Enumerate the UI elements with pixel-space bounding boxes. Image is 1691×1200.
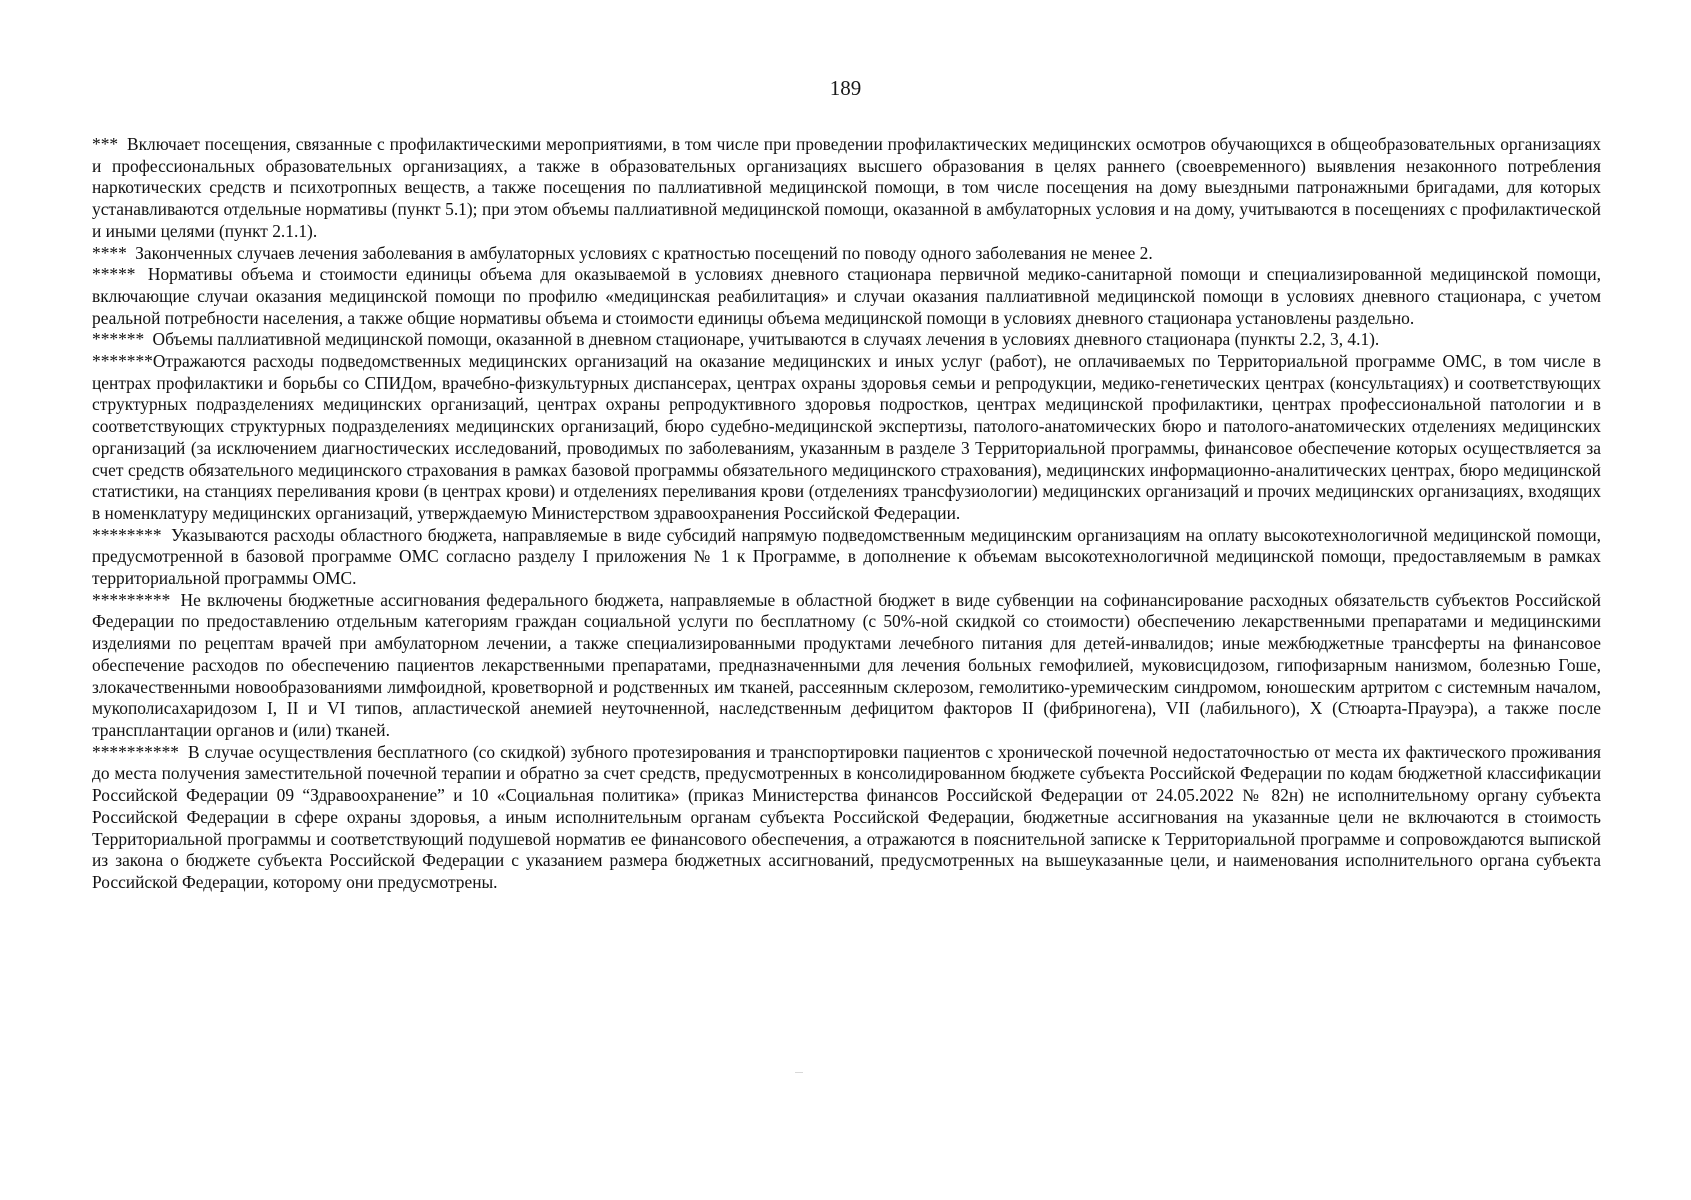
footnote-marker: ****** [92,329,145,350]
footnote-4 [92,243,1601,265]
footnote-9 [92,590,1601,742]
scan-artifact [795,1072,803,1073]
footnote-marker: ***** [92,264,136,285]
footnote-text: Законченных случаев лечения заболевания в амбулаторных условиях с кратностью посещений по поводу одного заболевания не менее 2. [135,242,1153,263]
footnote-text: Объемы паллиативной медицинской помощи, оказанной в дневном стационаре, учитываются в случаях лечения в условиях дневного стационара (пункты 2.2, 3, 4.1). [152,329,1380,350]
footnote-text: Включает посещения, связанные с профилактическими мероприятиями, в том числе при проведении профилактических медицинских осмотров обучающихся в общеобразовательных организациях и профессиональных образовательных организациях, а также в образовательных организациях высшего образования в целях раннего (своевременного) выявления незаконного потребления наркотических средств и психотропных веществ, а также посещения по паллиативной медицинской помощи, в том числе посещения на дому выездными патронажными бригадами, для которых устанавливаются отдельные нормативы (пункт 5.1); при этом объемы паллиативной медицинской помощи, оказанной в амбулаторных условия и на дому, учитываются в посещениях с профилактической и иными целями (пункт 2.1.1). [92,134,1601,241]
footnote-text: Не включены бюджетные ассигнования федерального бюджета, направляемые в областной бюджет в виде субвенции на софинансирование расходных обязательств субъектов Российской Федерации по предоставлению отдельным категориям граждан социальной услуги по бесплатному (с 50%-ной скидкой со стоимости) обеспечению лекарственными препаратами и медицинскими изделиями по рецептам врачей при амбулаторном лечении, а также специализированными продуктами лечебного питания для детей-инвалидов; иные межбюджетные трансферты на финансовое обеспечение расходов по обеспечению пациентов лекарственными препаратами, предназначенными для лечения больных гемофилией, муковисцидозом, гипофизарным нанизмом, болезнью Гоше, злокачественными новообразованиями лимфоидной, кроветворной и родственных им тканей, рассеянным склерозом, гемолитико-уремическим синдромом, юношеским артритом с системным началом, мукополисахаридозом I, II и VI типов, апластической анемией неуточненной, наследственным дефицитом факторов II (фибриногена), VII (лабильного), X (Стюарта-Прауэра), а также после трансплантации органов и (или) тканей. [92,589,1601,740]
footnote-7 [92,351,1601,525]
footnote-text: Указываются расходы областного бюджета, направляемые в виде субсидий напрямую подведомственным медицинским организациям на оплату высокотехнологичной медицинской помощи, предусмотренной в базовой программе ОМС согласно разделу I приложения № 1 к Программе, в дополнение к объемам высокотехнологичной медицинской помощи, предоставляемым в рамках территориальной программы ОМС. [92,524,1601,589]
footnote-marker: ******** [92,524,162,545]
footnote-5 [92,264,1601,329]
footnote-marker: ********* [92,589,171,610]
footnote-text: В случае осуществления бесплатного (со скидкой) зубного протезирования и транспортировки пациентов с хронической почечной недостаточностью от места их фактического проживания до места получения заместительной почечной терапии и обратно за счет средств, предусмотренных в консолидированном бюджете субъекта Российской Федерации по кодам бюджетной классификации Российской Федерации 09 “Здравоохранение” и 10 «Социальная политика» (приказ Министерства финансов Российской Федерации от 24.05.2022 № 82н) не исполнительному органу субъекта Российской Федерации в сфере охраны здоровья, а иным исполнительным органам субъекта Российской Федерации, бюджетные ассигнования на указанные цели не включаются в стоимость Территориальной программы и соответствующий подушевой норматив ее финансового обеспечения, а отражаются в пояснительной записке к Территориальной программе и сопровождаются выпиской из закона о бюджете субъекта Российской Федерации с указанием размера бюджетных ассигнований, предусмотренных на вышеуказанные цели, и наименования исполнительного органа субъекта Российской Федерации, которому они предусмотрены. [92,741,1601,892]
footnote-10 [92,742,1601,894]
footnote-marker: **** [92,242,127,263]
footnotes [92,134,1601,894]
footnote-marker: *** [92,134,119,154]
footnote-6 [92,329,1601,351]
footnote-3 [92,134,1601,243]
footnote-text: Нормативы объема и стоимости единицы объема для оказываемой в условиях дневного стационара первичной медико-санитарной помощи и специализированной медицинской помощи, включающие случаи оказания медицинской помощи по профилю «медицинская реабилитация» и случаи оказания паллиативной медицинской помощи в условиях дневного стационара, с учетом реальной потребности населения, а также общие нормативы объема и стоимости единицы объема медицинской помощи в условиях дневного стационара установлены раздельно. [92,264,1601,328]
footnote-marker: ******* [92,351,153,372]
page-number: 189 [829,76,862,100]
footnote-text: Отражаются расходы подведомственных медицинских организаций на оказание медицинских и иных услуг (работ), не оплачиваемых по Территориальной программе ОМС, в том числе в центрах профилактики и борьбы со СПИДом, врачебно-физкультурных диспансерах, центрах охраны здоровья семьи и репродукции, медико-генетических центрах (консультациях) и соответствующих структурных подразделениях медицинских организаций, центрах охраны репродуктивного здоровья подростков, центрах медицинской профилактики, центрах профессиональной патологии и в соответствующих структурных подразделениях медицинских организаций, бюро судебно-медицинской экспертизы, патолого-анатомических бюро и патолого-анатомических отделениях медицинских организаций (за исключением диагностических исследований, проводимых по заболеваниям, указанным в разделе 3 Территориальной программы, финансовое обеспечение которых осуществляется за счет средств обязательного медицинского страхования в рамках базовой программы обязательного медицинского страхования), медицинских информационно-аналитических центрах, бюро медицинской статистики, на станциях переливания крови (в центрах крови) и отделениях переливания крови (отделениях трансфузиологии) медицинских организаций и прочих медицинских организациях, входящих в номенклатуру медицинских организаций, утверждаемую Министерством здравоохранения Российской Федерации. [92,351,1601,523]
footnote-marker: ********** [92,741,179,762]
footnote-8 [92,525,1601,590]
